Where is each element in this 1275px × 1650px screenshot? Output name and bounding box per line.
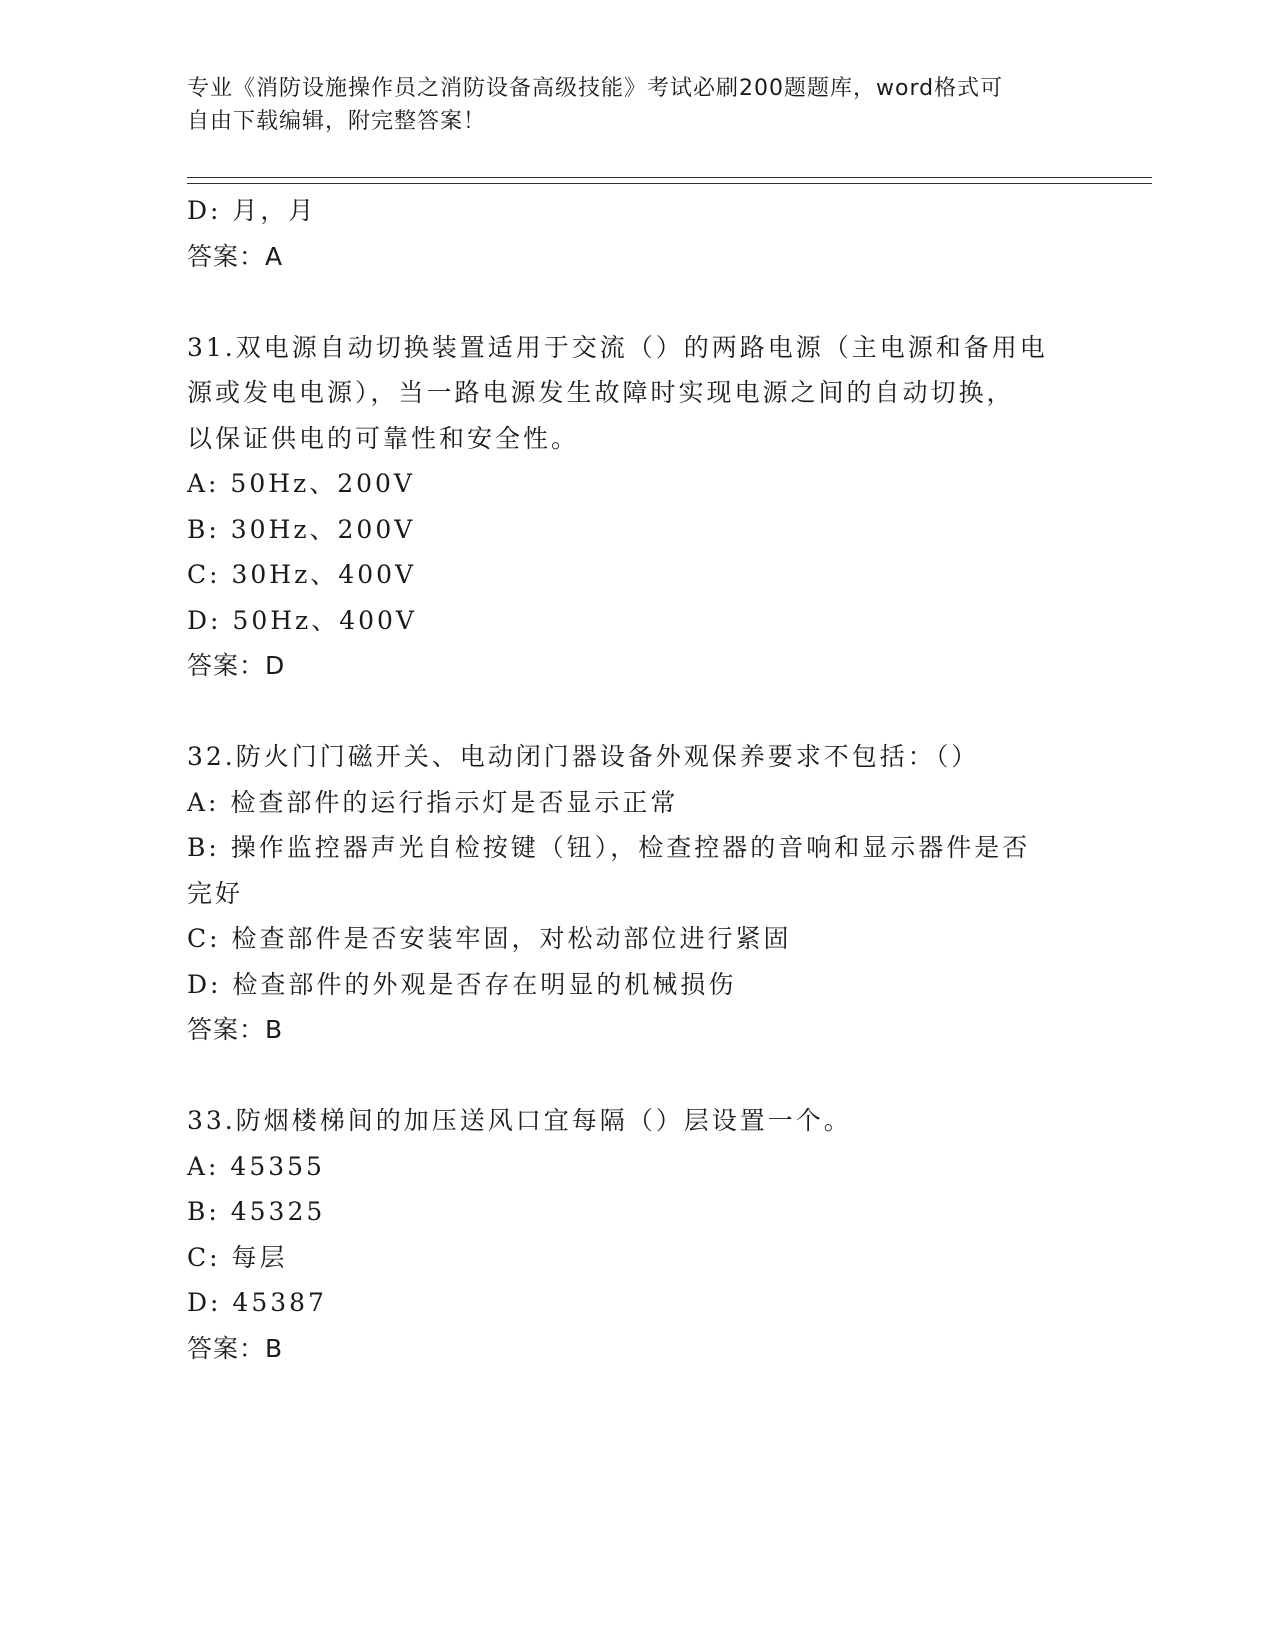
question-32-option-c: C: 检查部件是否安装牢固，对松动部位进行紧固 [187, 924, 792, 953]
question-33-option-a: A: 45355 [187, 1151, 325, 1181]
header-title-line-1: 专业《消防设施操作员之消防设备高级技能》考试必刷200题题库，word格式可 [187, 76, 1004, 101]
page-header [187, 72, 1087, 138]
question-33-stem-line-1: 33.防烟楼梯间的加压送风口宜每隔（）层设置一个。 [187, 1106, 852, 1135]
spacer [187, 1053, 1087, 1099]
spacer [187, 689, 1087, 735]
carryover-answer: 答案：A [187, 241, 284, 271]
header-divider-top [187, 177, 1152, 178]
question-33-answer: 答案：B [187, 1333, 284, 1363]
question-32 [187, 734, 1087, 1053]
header-title-line-2: 自由下载编辑，附完整答案！ [187, 109, 487, 134]
question-31-option-a: A: 50Hz、200V [187, 469, 415, 498]
question-32-answer: 答案：B [187, 1015, 284, 1044]
question-31-answer: 答案：D [187, 651, 286, 680]
question-32-stem-line-1: 32.防火门门磁开关、电动闭门器设备外观保养要求不包括：（） [187, 742, 980, 771]
question-31-option-d: D: 50Hz、400V [187, 605, 417, 635]
question-33-option-c: C: 每层 [187, 1242, 288, 1272]
question-32-option-b: B: 操作监控器声光自检按键（钮），检查控器的音响和显示器件是否 [187, 833, 1031, 862]
question-31-stem-line-1: 31.双电源自动切换装置适用于交流（）的两路电源（主电源和备用电 [187, 332, 1048, 362]
question-31-stem-line-2: 源或发电电源），当一路电源发生故障时实现电源之间的自动切换， [187, 378, 1015, 407]
question-33-option-d: D: 45387 [187, 1288, 327, 1317]
question-33-option-b: B: 45325 [187, 1197, 326, 1226]
question-31 [187, 325, 1087, 689]
question-33 [187, 1098, 1087, 1371]
question-31-option-c: C: 30Hz、400V [187, 560, 417, 589]
question-32-option-b-continued: 完好 [187, 878, 244, 908]
question-31-option-b: B: 30Hz、200V [187, 514, 416, 544]
question-32-option-d: D: 检查部件的外观是否存在明显的机械损伤 [187, 969, 737, 999]
carryover-option-d: D: 月，月 [187, 196, 317, 225]
question-31-stem-line-3: 以保证供电的可靠性和安全性。 [187, 423, 580, 453]
spacer [187, 279, 1087, 325]
header-divider-bottom [187, 183, 1152, 184]
question-32-option-a: A: 检查部件的运行指示灯是否显示正常 [187, 787, 679, 817]
question-content [187, 188, 1087, 1371]
